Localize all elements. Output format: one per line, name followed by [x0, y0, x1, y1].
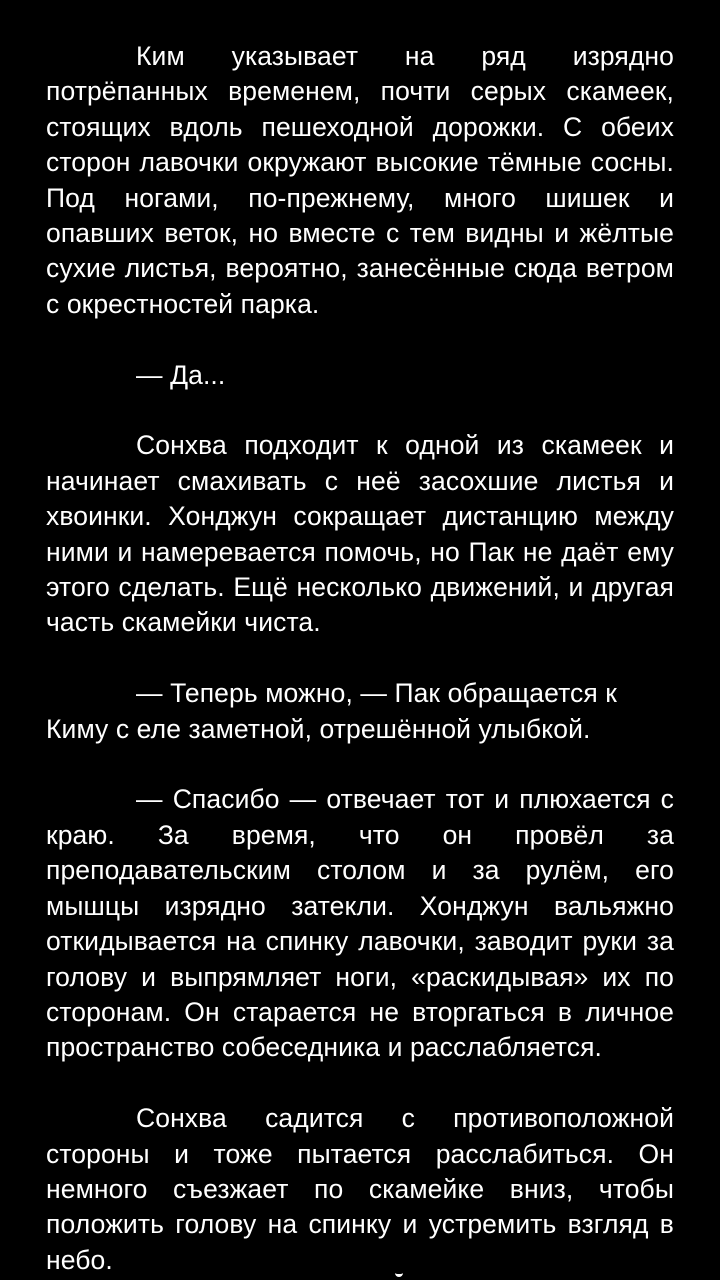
cut-off-next-line [395, 1268, 403, 1277]
paragraph-5: — Спасибо — отвечает тот и плюхается с краю. За время, что он провёл за преподавательским столом и за рулём, его мышцы изрядно затекли. Хонджун вальяжно откидывается на спинку лавочки, заводит руки за голову и выпрямляет ноги, «раскидывая» их по сторонам. Он старается не вторгаться в личное пространство собеседника и расслабляется. [46, 784, 674, 1063]
paragraph-gap [46, 747, 674, 782]
document-body [46, 39, 674, 1278]
paragraph-gap [46, 1066, 674, 1101]
paragraph-2: — Да... [136, 359, 226, 390]
paragraph-gap [46, 641, 674, 676]
paragraph-gap [46, 322, 674, 357]
paragraph-gap [46, 393, 674, 428]
paragraph-3: Сонхва подходит к одной из скамеек и начинает смахивать с неё засохшие листья и хвоинки. Хонджун сокращает дистанцию между ними и намеревается помочь, но Пак не даёт ему этого сделать. Ещё несколько движений, и другая часть скамейки чиста. [46, 430, 674, 638]
paragraph-6: Сонхва садится с противоположной стороны и тоже пытается расслабиться. Он немного съезжает по скамейке вниз, чтобы положить голову на спинку и устремить взгляд в небо. [46, 1103, 674, 1275]
paragraph-4: — Теперь можно, — Пак обращается к Киму с еле заметной, отрешённой улыбкой. [46, 678, 617, 744]
paragraph-1: Ким указывает на ряд изрядно потрёпанных временем, почти серых скамеек, стоящих вдоль пешеходной дорожки. С обеих сторон лавочки окружают высокие тёмные сосны. Под ногами, по-прежнему, много шишек и опавших веток, но вместе с тем видны и жёлтые сухие листья, вероятно, занесённые сюда ветром с окрестностей парка. [46, 41, 674, 319]
